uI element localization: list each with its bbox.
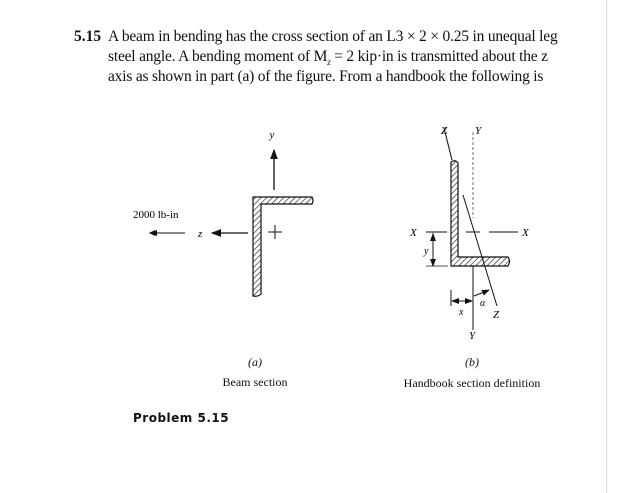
problem-text-line-1: A beam in bending has the cross section of an L3 × 2 × 0.25 in unequal leg xyxy=(108,28,558,45)
dim-x-label: x xyxy=(459,307,464,318)
angle-section xyxy=(253,197,313,296)
b-axis-Z-top: Z xyxy=(441,125,448,137)
problem-text-line-3: axis as shown in part (a) of the figure. From a handbook the following is xyxy=(108,68,544,85)
text-part: steel angle. A bending moment of M xyxy=(108,48,328,65)
a-axis-y-label: y xyxy=(269,129,275,141)
part-a-label: (a) xyxy=(248,355,262,369)
b-axis-Y-top: Y xyxy=(475,125,482,137)
text-part: = 2 kip·in is transmitted about the z xyxy=(334,48,548,65)
moment-label: 2000 lb-in xyxy=(133,209,179,221)
b-axis-Z-bottom: Z xyxy=(493,309,500,321)
problem-label: Problem 5.15 xyxy=(133,411,230,425)
alpha-label: α xyxy=(480,298,486,309)
b-axis-X-right: X xyxy=(522,227,529,239)
b-axis-X-left: X xyxy=(410,227,417,239)
a-axis-z-label: z xyxy=(198,228,203,240)
b-axis-Y-bottom: Y xyxy=(469,330,476,342)
moment-subscript: z xyxy=(327,57,331,68)
beam-section-a xyxy=(149,150,313,296)
part-b-caption: Handbook section definition xyxy=(403,376,541,390)
handbook-section-b xyxy=(426,128,518,330)
part-b-label: (b) xyxy=(465,355,479,369)
problem-number: 5.15 xyxy=(74,28,102,45)
dim-y-label: y xyxy=(424,246,429,257)
part-a-caption: Beam section xyxy=(222,375,288,389)
